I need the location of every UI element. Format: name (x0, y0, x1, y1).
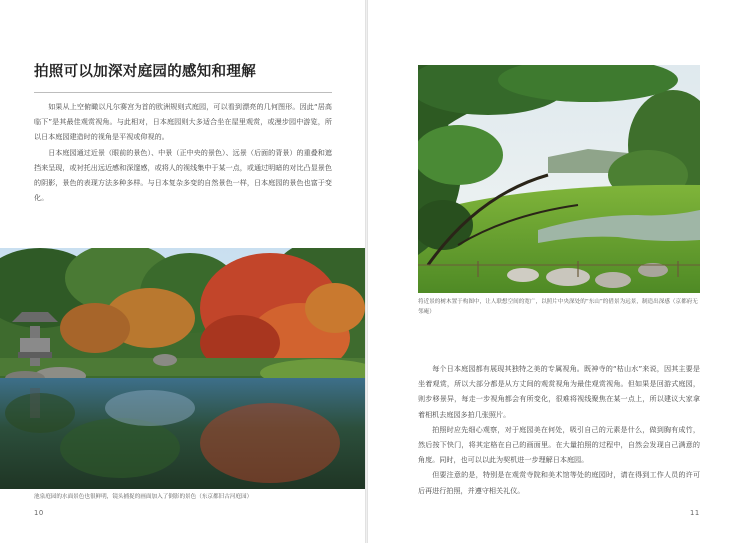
page-title: 拍照可以加深对庭园的感知和理解 (34, 63, 256, 80)
paragraph: 如果从上空俯瞰以凡尔赛宫为首的欧洲规则式庭园，可以看到漂亮的几何图形。因此“居高临下”是其最佳观赏视角。与此相对，日本庭园则大多适合坐在屋里观赏，或漫步园中游览，所以日本庭园建造时的视角是平视或仰视的。 (34, 102, 333, 142)
title-divider (34, 92, 332, 93)
paragraph: 拍照时应先细心观察，对于庭园美在何处，吸引自己的元素是什么，做到胸有成竹，然后按下快门，将其定格在自己的画面里。在大量拍照的过程中，自然会发现自己满意的角度。同时，也可以以此为契机进一步理解日本庭园。 (418, 424, 700, 465)
paragraph: 每个日本庭园都有展现其独特之美的专属视角。既神寺的“枯山水”来说，因其主要是坐着观赏，所以大部分都是从方丈间的观赏视角为最佳观赏视角。但如果是回游式庭园，则步移景异，每走一步视角都会有所变化，很难将视线聚焦在某一点上，所以建议大家拿着相机去庭园多拍几张照片。 (418, 364, 700, 419)
paragraph: 日本庭园通过近景（眼前的景色）、中景（正中央的景色）、远景（后面的背景）的重叠和遮挡来呈现，或衬托出远近感和深邃感，或将人的视线集中于某一点，或通过明暗的对比凸显景色的阴影，景色的表现方法多种多样。与日本复杂多变的自然景色一样，日本庭园的景色也富于变化。 (34, 147, 332, 203)
page-number: 10 (34, 509, 44, 517)
right-page (368, 0, 732, 543)
pond-garden-photo (0, 248, 365, 489)
right-body-text (418, 361, 700, 498)
page-number: 11 (690, 509, 700, 517)
left-page (0, 0, 365, 543)
lawn-garden-photo (418, 65, 700, 293)
left-body-text (34, 99, 332, 205)
right-photo-caption: 将近景的树木置于构图中，让人联想空间的宽广，以照片中央深处的“东山”的借景为远景，制造出深感（京都府无邻庵） (418, 299, 698, 315)
left-photo-caption: 池泉庭园的水面景色也很鲜明，镜头捕捉的画面加入了倒影的景色（东京都旧古河庭园） (34, 494, 253, 500)
paragraph: 但要注意的是，特别是在观赏寺院和美术馆等处的庭园时，请在得到工作人员的许可后再进行拍照，并遵守相关礼仪。 (418, 470, 700, 495)
